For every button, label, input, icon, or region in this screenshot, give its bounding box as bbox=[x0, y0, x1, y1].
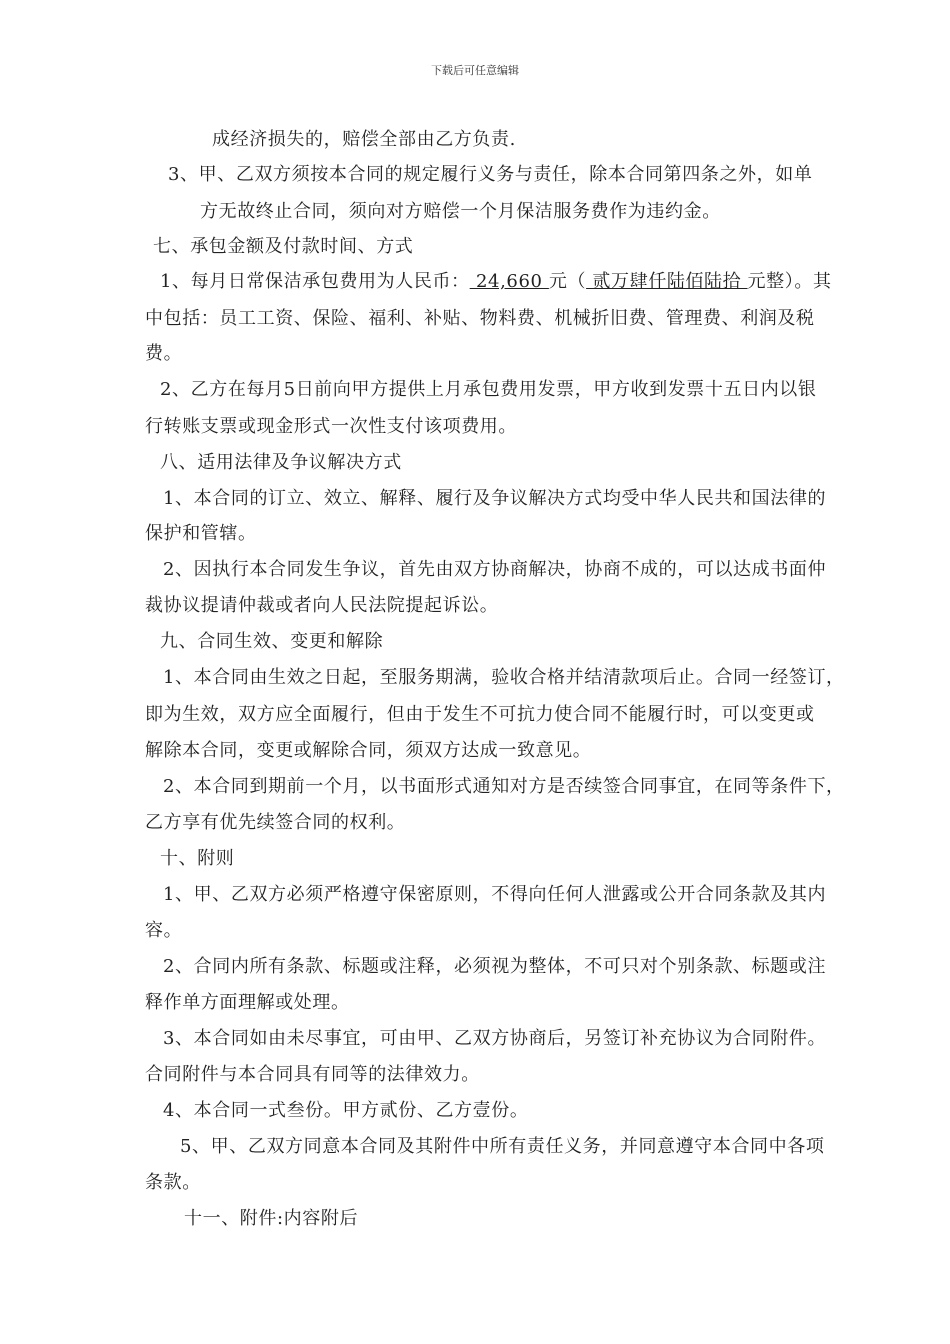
text-line: 条款。 bbox=[145, 1172, 201, 1193]
section-heading: 十一、附件:内容附后 bbox=[184, 1208, 359, 1229]
text-line: 5、甲、乙双方同意本合同及其附件中所有责任义务，并同意遵守本合同中各项 bbox=[180, 1136, 825, 1157]
text-line: 解除本合同，变更或解除合同，须双方达成一致意见。 bbox=[145, 740, 592, 761]
fee-suffix: 元整）。其 bbox=[747, 271, 832, 292]
section-heading: 八、适用法律及争议解决方式 bbox=[160, 452, 402, 473]
text-line: 即为生效，双方应全面履行，但由于发生不可抗力使合同不能履行时，可以变更或 bbox=[145, 704, 815, 725]
text-line: 2、本合同到期前一个月，以书面形式通知对方是否续签合同事宜，在同等条件下， bbox=[163, 776, 845, 797]
text-line: 保护和管辖。 bbox=[145, 523, 257, 544]
section-heading: 十、附则 bbox=[160, 848, 235, 869]
text-line: 2、合同内所有条款、标题或注释，必须视为整体，不可只对个别条款、标题或注 bbox=[163, 956, 827, 977]
text-line: 乙方享有优先续签合同的权利。 bbox=[145, 812, 406, 833]
fee-mid: 元（ bbox=[548, 271, 587, 292]
text-line: 中包括：员工工资、保险、福利、补贴、物料费、机械折旧费、管理费、利润及税 bbox=[145, 308, 815, 329]
fee-prefix: 1、每月日常保洁承包费用为人民币： bbox=[160, 271, 470, 292]
text-line: 释作单方面理解或处理。 bbox=[145, 992, 350, 1013]
text-line: 成经济损失的，赔偿全部由乙方负责. bbox=[212, 129, 516, 150]
text-line: 容。 bbox=[145, 920, 183, 941]
text-line: 裁协议提请仲裁或者向人民法院提起诉讼。 bbox=[145, 595, 499, 616]
fee-amount: 24,660 bbox=[469, 271, 549, 292]
page-header: 下载后可任意编辑 bbox=[431, 64, 519, 77]
text-line: 3、甲、乙双方须按本合同的规定履行义务与责任，除本合同第四条之外，如单 bbox=[168, 164, 813, 185]
text-line: 方无故终止合同，须向对方赔偿一个月保洁服务费作为违约金。 bbox=[200, 201, 721, 222]
fee-line bbox=[160, 270, 832, 294]
text-line: 1、甲、乙双方必须严格遵守保密原则，不得向任何人泄露或公开合同条款及其内 bbox=[163, 884, 827, 905]
text-line: 2、乙方在每月5日前向甲方提供上月承包费用发票，甲方收到发票十五日内以银 bbox=[160, 379, 817, 400]
text-line: 1、本合同的订立、效立、解释、履行及争议解决方式均受中华人民共和国法律的 bbox=[163, 488, 827, 509]
section-heading: 九、合同生效、变更和解除 bbox=[160, 631, 384, 652]
text-line: 费。 bbox=[145, 343, 183, 364]
section-heading: 七、承包金额及付款时间、方式 bbox=[153, 236, 414, 257]
text-line: 1、本合同由生效之日起，至服务期满，验收合格并结清款项后止。合同一经签订， bbox=[163, 667, 845, 688]
text-line: 合同附件与本合同具有同等的法律效力。 bbox=[145, 1064, 480, 1085]
text-line: 2、因执行本合同发生争议，首先由双方协商解决，协商不成的，可以达成书面仲 bbox=[163, 559, 827, 580]
text-line: 3、本合同如由未尽事宜，可由甲、乙双方协商后，另签订补充协议为合同附件。 bbox=[163, 1028, 827, 1049]
text-line: 行转账支票或现金形式一次性支付该项费用。 bbox=[145, 416, 517, 437]
text-line: 4、本合同一式叁份。甲方贰份、乙方壹份。 bbox=[163, 1100, 529, 1121]
fee-amount-words: 贰万肆仟陆佰陆拾 bbox=[586, 271, 748, 292]
